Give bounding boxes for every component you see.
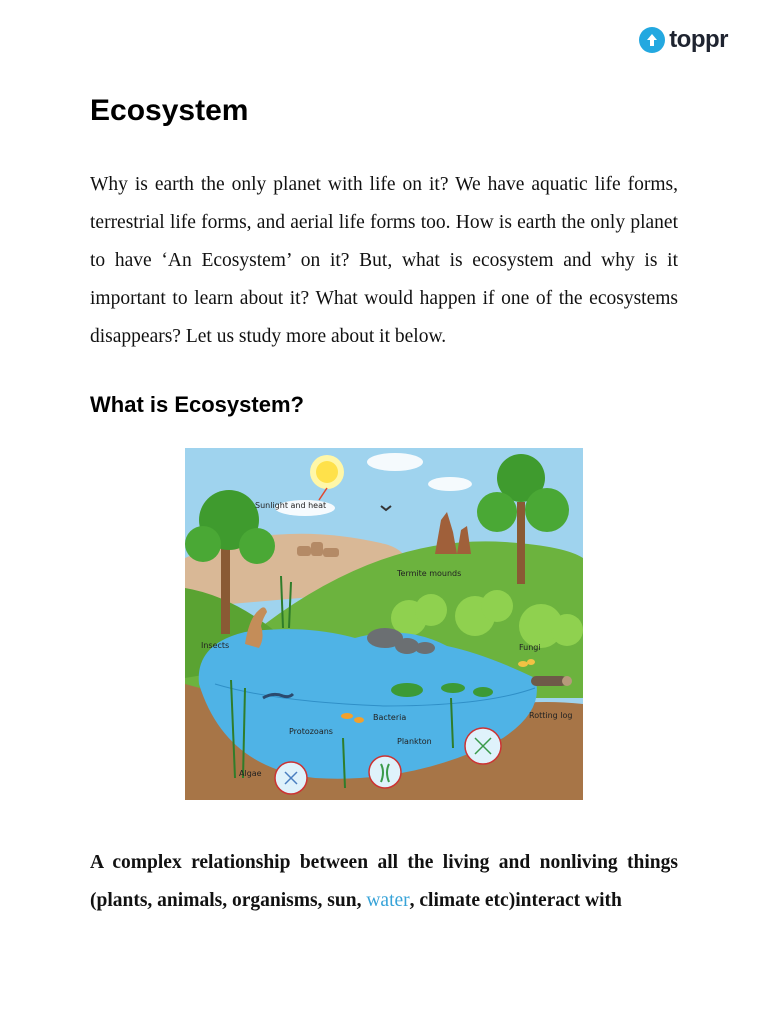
arrow-up-circle-icon [639,27,665,53]
label-sun: Sunlight and heat [255,501,327,510]
label-algae: Algae [239,769,262,778]
brand-logo[interactable] [639,26,728,54]
label-insects: Insects [201,641,230,650]
water-link[interactable]: water [366,890,410,911]
definition-text-end: , climate etc)interact with [409,890,622,911]
ecosystem-illustration [185,448,583,800]
brand-name: toppr [669,26,728,53]
section-heading: What is Ecosystem? [90,392,304,417]
page-title: Ecosystem [90,94,249,127]
label-plankton: Plankton [397,737,432,746]
rotting-log [531,676,572,686]
label-protozoans: Protozoans [289,727,333,736]
label-fungi: Fungi [519,643,541,652]
label-termite: Termite mounds [397,569,462,578]
intro-paragraph: Why is earth the only planet with life on it? We have aquatic life forms, terrestrial life forms, and aerial life forms too. How is earth the only planet to have ‘An Ecosystem’ on it? But, what is ecosystem and why is it important to learn about it? What would happen if one of the ecosystems disappears? Let us study more about it below. [90,174,678,347]
definition-paragraph [90,844,678,920]
label-rotting-log: Rotting log [529,711,573,720]
definition-text-start: A complex relationship between all the living and nonliving things (plants, animals, organisms, sun, [90,852,678,911]
label-bacteria: Bacteria [373,713,407,722]
